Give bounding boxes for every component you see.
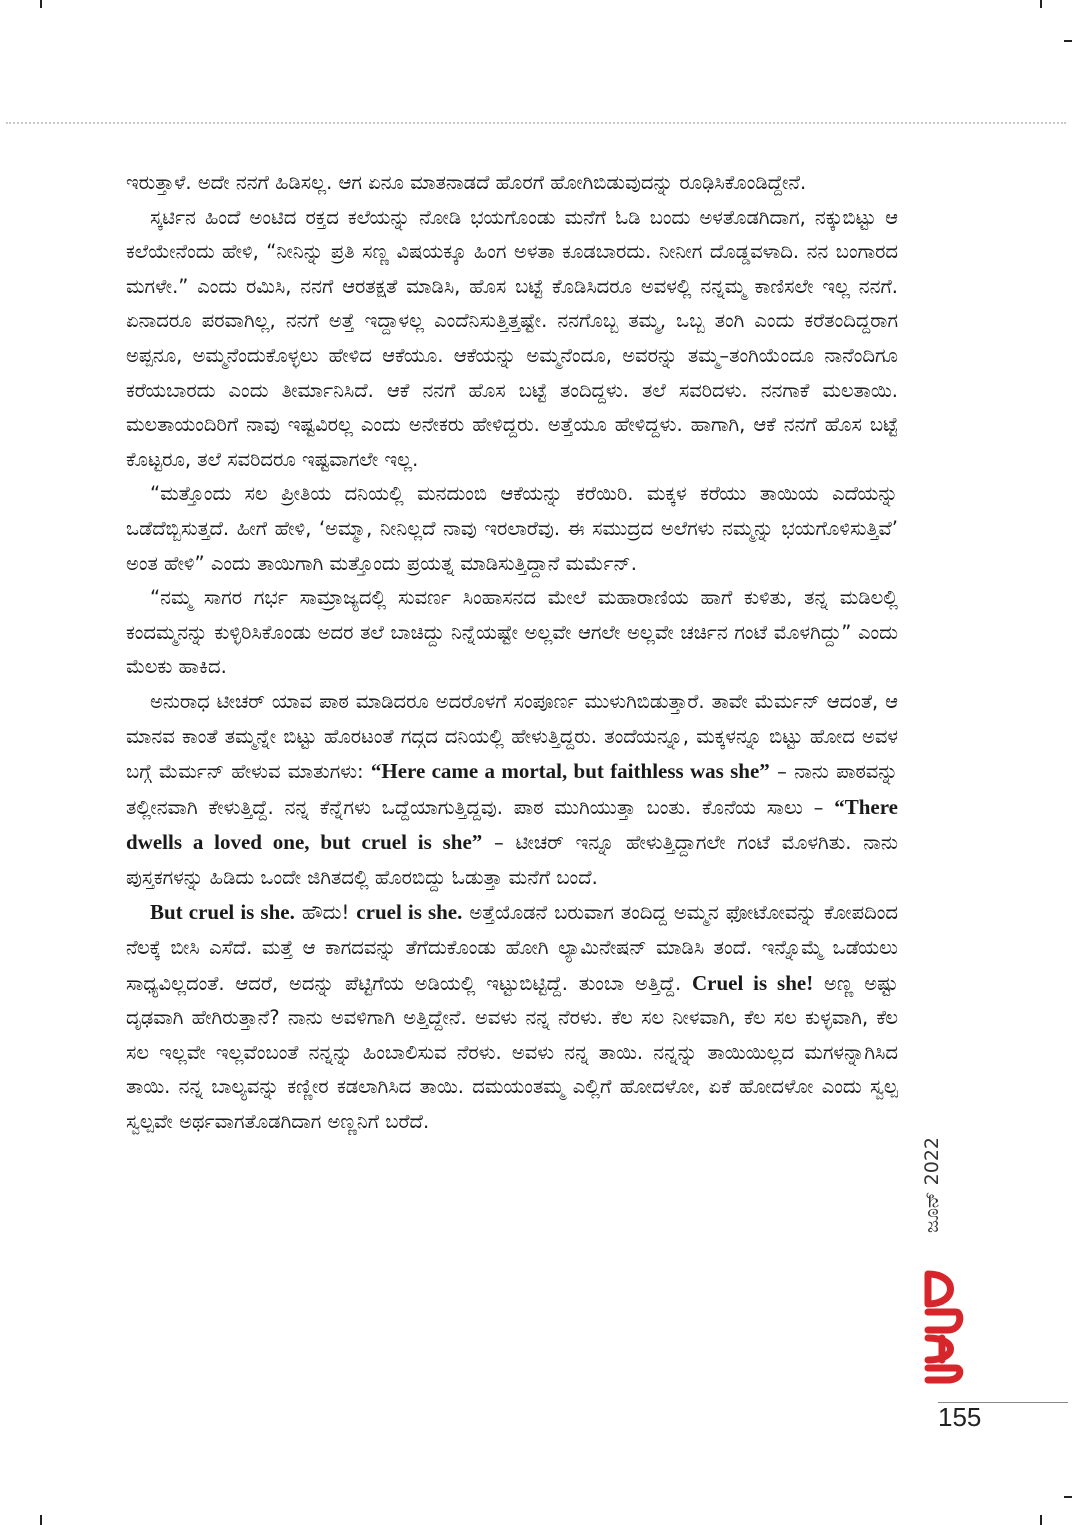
english-quote: “There dwells a loved one, but cruel is she” bbox=[126, 794, 898, 855]
paragraph bbox=[126, 581, 898, 685]
issue-date: ಜೂನ್ 2022 bbox=[921, 1137, 943, 1234]
page-number: 155 bbox=[938, 1402, 982, 1432]
text-run: ಅತ್ತೆಯೊಡನೆ ಬರುವಾಗ ತಂದಿದ್ದ ಅಮ್ಮನ ಫೋಟೋವನ್ನು ಕೋಪದಿಂದ ನೆಲಕ್ಕೆ ಬೀಸಿ ಎಸೆದೆ. ಮತ್ತೆ ಆ ಕಾಗದವನ್ನು ತೆಗೆದುಕೊಂಡು ಹೋಗಿ ಲ್ಯಾಮಿನೇಷನ್ ಮಾಡಿಸಿ ತಂದೆ. ಇನ್ನೊಮ್ಮೆ ಒಡೆಯಲು ಸಾಧ್ಯವಿಲ್ಲದಂತೆ. ಆದರೆ, ಅದನ್ನು ಪೆಟ್ಟಿಗೆಯ ಅಡಿಯಲ್ಲಿ ಇಟ್ಟುಬಿಟ್ಟಿದ್ದೆ. ತುಂಬಾ ಅತ್ತಿದ್ದೆ. bbox=[126, 901, 898, 995]
text-run: – ನಾನು ಪಾಠವನ್ನು ತಲ್ಲೀನವಾಗಿ ಕೇಳುತ್ತಿದ್ದೆ. ನನ್ನ ಕೆನ್ನೆಗಳು ಒದ್ದೆಯಾಗುತ್ತಿದ್ದವು. ಪಾಠ ಮುಗಿಯುತ್ತಾ ಬಂತು. ಕೊನೆಯ ಸಾಲು – bbox=[126, 760, 898, 819]
text-run: ಇರುತ್ತಾಳೆ. ಅದೇ ನನಗೆ ಹಿಡಿಸಲ್ಲ. ಆಗ ಏನೂ ಮಾತನಾಡದೆ ಹೊರಗೆ ಹೋಗಿಬಿಡುವುದನ್ನು ರೂಢಿಸಿಕೊಂಡಿದ್ದೇನೆ. bbox=[126, 171, 807, 194]
text-run: – ಟೀಚರ್ ಇನ್ನೂ ಹೇಳುತ್ತಿದ್ದಾಗಲೇ ಗಂಟೆ ಮೊಳಗಿತು. ನಾನು ಪುಸ್ತಕಗಳನ್ನು ಹಿಡಿದು ಒಂದೇ ಜಿಗಿತದಲ್ಲಿ ಹೊರಬಿದ್ದು ಓಡುತ್ತಾ ಮನೆಗೆ ಬಂದೆ. bbox=[126, 831, 898, 889]
text-run: ಅನುರಾಧ ಟೀಚರ್ ಯಾವ ಪಾಠ ಮಾಡಿದರೂ ಅದರೊಳಗೆ ಸಂಪೂರ್ಣ ಮುಳುಗಿಬಿಡುತ್ತಾರೆ. ತಾವೇ ಮೆರ್ಮನ್ ಆದಂತೆ, ಆ ಮಾನವ ಕಾಂತೆ ತಮ್ಮನ್ನೇ ಬಿಟ್ಟು ಹೊರಟಂತೆ ಗದ್ಗದ ದನಿಯಲ್ಲಿ ಹೇಳುತ್ತಿದ್ದರು. ತಂದೆಯನ್ನೂ, ಮಕ್ಕಳನ್ನೂ ಬಿಟ್ಟು ಹೋದ ಅವಳ ಬಗ್ಗೆ ಮೆರ್ಮನ್ ಹೇಳುವ ಮಾತುಗಳು: bbox=[126, 689, 898, 784]
text-run: “ಮತ್ತೊಂದು ಸಲ ಪ್ರೀತಿಯ ದನಿಯಲ್ಲಿ ಮನದುಂಬಿ ಆಕೆಯನ್ನು ಕರೆಯಿರಿ. ಮಕ್ಕಳ ಕರೆಯು ತಾಯಿಯ ಎದೆಯನ್ನು ಒಡೆದೆಬ್ಬಿಸುತ್ತದೆ. ಹೀಗೆ ಹೇಳಿ, ‘ಅಮ್ಮಾ, ನೀನಿಲ್ಲದೆ ನಾವು ಇರಲಾರೆವು. ಈ ಸಮುದ್ರದ ಅಲೆಗಳು ನಮ್ಮನ್ನು ಭಯಗೊಳಿಸುತ್ತಿವೆ’ ಅಂತ ಹೇಳಿ” ಎಂದು ತಾಯಿಗಾಗಿ ಮತ್ತೊಂದು ಪ್ರಯತ್ನ ಮಾಡಿಸುತ್ತಿದ್ದಾನೆ ಮರ್ಮೆನ್. bbox=[126, 482, 898, 575]
paragraph bbox=[126, 685, 898, 896]
paragraph bbox=[126, 166, 898, 201]
crop-mark-bottom-left bbox=[40, 1515, 42, 1525]
magazine-logo bbox=[918, 1268, 966, 1384]
paragraph bbox=[126, 201, 898, 478]
header-dotted-rule bbox=[6, 122, 1066, 124]
text-run: ಹೌದು! bbox=[294, 901, 357, 925]
english-quote: But cruel is she. bbox=[150, 900, 295, 925]
crop-mark-bottom-right bbox=[1040, 1515, 1042, 1525]
crop-mark-right-upper bbox=[1064, 40, 1072, 42]
paragraph bbox=[126, 895, 898, 1139]
crop-mark-top-left bbox=[40, 0, 42, 8]
crop-mark-right-lower bbox=[1064, 1496, 1072, 1498]
text-run: ಸ್ಕರ್ಟಿನ ಹಿಂದೆ ಅಂಟಿದ ರಕ್ತದ ಕಲೆಯನ್ನು ನೋಡಿ ಭಯಗೊಂಡು ಮನೆಗೆ ಓಡಿ ಬಂದು ಅಳತೊಡಗಿದಾಗ, ನಕ್ಕುಬಿಟ್ಟು ಆ ಕಲೆಯೇನೆಂದು ಹೇಳಿ, “ನೀನಿನ್ನು ಪ್ರತಿ ಸಣ್ಣ ವಿಷಯಕ್ಕೂ ಹಿಂಗ ಅಳತಾ ಕೂಡಬಾರದು. ನೀನೀಗ ದೊಡ್ಡವಳಾದಿ. ನನ ಬಂಗಾರದ ಮಗಳೇ.” ಎಂದು ರಮಿಸಿ, ನನಗೆ ಆರತಕ್ಷತೆ ಮಾಡಿಸಿ, ಹೊಸ ಬಟ್ಟೆ ಕೊಡಿಸಿದರೂ ಅವಳಲ್ಲಿ ನನ್ನಮ್ಮ ಕಾಣಿಸಲೇ ಇಲ್ಲ ನನಗೆ. ಏನಾದರೂ ಪರವಾಗಿಲ್ಲ, ನನಗೆ ಅತ್ತೆ ಇದ್ದಾಳಲ್ಲ ಎಂದೆನಿಸುತ್ತಿತ್ತಷ್ಟೇ. ನನಗೊಬ್ಬ ತಮ್ಮ, ಒಬ್ಬ ತಂಗಿ ಎಂದು ಕರೆತಂದಿದ್ದರಾಗ ಅಪ್ಪನೂ, ಅಮ್ಮನೆಂದುಕೊಳ್ಳಲು ಹೇಳಿದ ಆಕೆಯೂ. ಆಕೆಯನ್ನು ಅಮ್ಮನೆಂದೂ, ಅವರನ್ನು ತಮ್ಮ–ತಂಗಿಯೆಂದೂ ನಾನೆಂದಿಗೂ ಕರೆಯಬಾರದು ಎಂದು ತೀರ್ಮಾನಿಸಿದೆ. ಆಕೆ ನನಗೆ ಹೊಸ ಬಟ್ಟೆ ತಂದಿದ್ದಳು. ತಲೆ ಸವರಿದಳು. ನನಗಾಕೆ ಮಲತಾಯಿ. ಮಲತಾಯಂದಿರಿಗೆ ನಾವು ಇಷ್ಟವಿರಲ್ಲ ಎಂದು ಅನೇಕರು ಹೇಳಿದ್ದರು. ಅತ್ತೆಯೂ ಹೇಳಿದ್ದಳು. ಹಾಗಾಗಿ, ಆಕೆ ನನಗೆ ಹೊಸ ಬಟ್ಟೆ ಕೊಟ್ಟರೂ, ತಲೆ ಸವರಿದರೂ ಇಷ್ಟವಾಗಲೇ ಇಲ್ಲ. bbox=[126, 205, 898, 471]
text-run: ಅಣ್ಣ ಅಷ್ಟು ದೃಢವಾಗಿ ಹೇಗಿರುತ್ತಾನೆ? ನಾನು ಅವಳಿಗಾಗಿ ಅತ್ತಿದ್ದೇನೆ. ಅವಳು ನನ್ನ ನೆರಳು. ಕೆಲ ಸಲ ನೀಳವಾಗಿ, ಕೆಲ ಸಲ ಕುಳ್ಳವಾಗಿ, ಕೆಲ ಸಲ ಇಲ್ಲವೇ ಇಲ್ಲವೆಂಬಂತೆ ನನ್ನನ್ನು ಹಿಂಬಾಲಿಸುವ ನೆರಳು. ಅವಳು ನನ್ನ ತಾಯಿ. ನನ್ನನ್ನು ತಾಯಿಯಿಲ್ಲದ ಮಗಳನ್ನಾಗಿಸಿದ ತಾಯಿ. ನನ್ನ ಬಾಲ್ಯವನ್ನು ಕಣ್ಣೀರ ಕಡಲಾಗಿಸಿದ ತಾಯಿ. ದಮಯಂತಮ್ಮ ಎಲ್ಲಿಗೆ ಹೋದಳೋ, ಏಕೆ ಹೋದಳೋ ಎಂದು ಸ್ವಲ್ಪ ಸ್ವಲ್ಪವೇ ಅರ್ಥವಾಗತೊಡಗಿದಾಗ ಅಣ್ಣನಿಗೆ ಬರೆದೆ. bbox=[126, 971, 898, 1134]
text-run: “ನಮ್ಮ ಸಾಗರ ಗರ್ಭ ಸಾಮ್ರಾಜ್ಯದಲ್ಲಿ ಸುವರ್ಣ ಸಿಂಹಾಸನದ ಮೇಲೆ ಮಹಾರಾಣಿಯ ಹಾಗೆ ಕುಳಿತು, ತನ್ನ ಮಡಿಲಲ್ಲಿ ಕಂದಮ್ಮನನ್ನು ಕುಳ್ಳಿರಿಸಿಕೊಂಡು ಅದರ ತಲೆ ಬಾಚಿದ್ದು ನಿನ್ನೆಯಷ್ಟೇ ಅಲ್ಲವೇ ಆಗಲೇ ಅಲ್ಲವೇ ಚರ್ಚಿನ ಗಂಟೆ ಮೊಳಗಿದ್ದು” ಎಂದು ಮೆಲಕು ಹಾಕಿದ. bbox=[126, 586, 898, 679]
article-body bbox=[126, 166, 898, 1140]
paragraph bbox=[126, 477, 898, 581]
english-quote: cruel is she. bbox=[356, 900, 463, 925]
crop-mark-top-right bbox=[1040, 0, 1042, 8]
english-quote: Cruel is she! bbox=[691, 970, 814, 995]
english-quote: “Here came a mortal, but faithless was she” bbox=[370, 759, 770, 784]
